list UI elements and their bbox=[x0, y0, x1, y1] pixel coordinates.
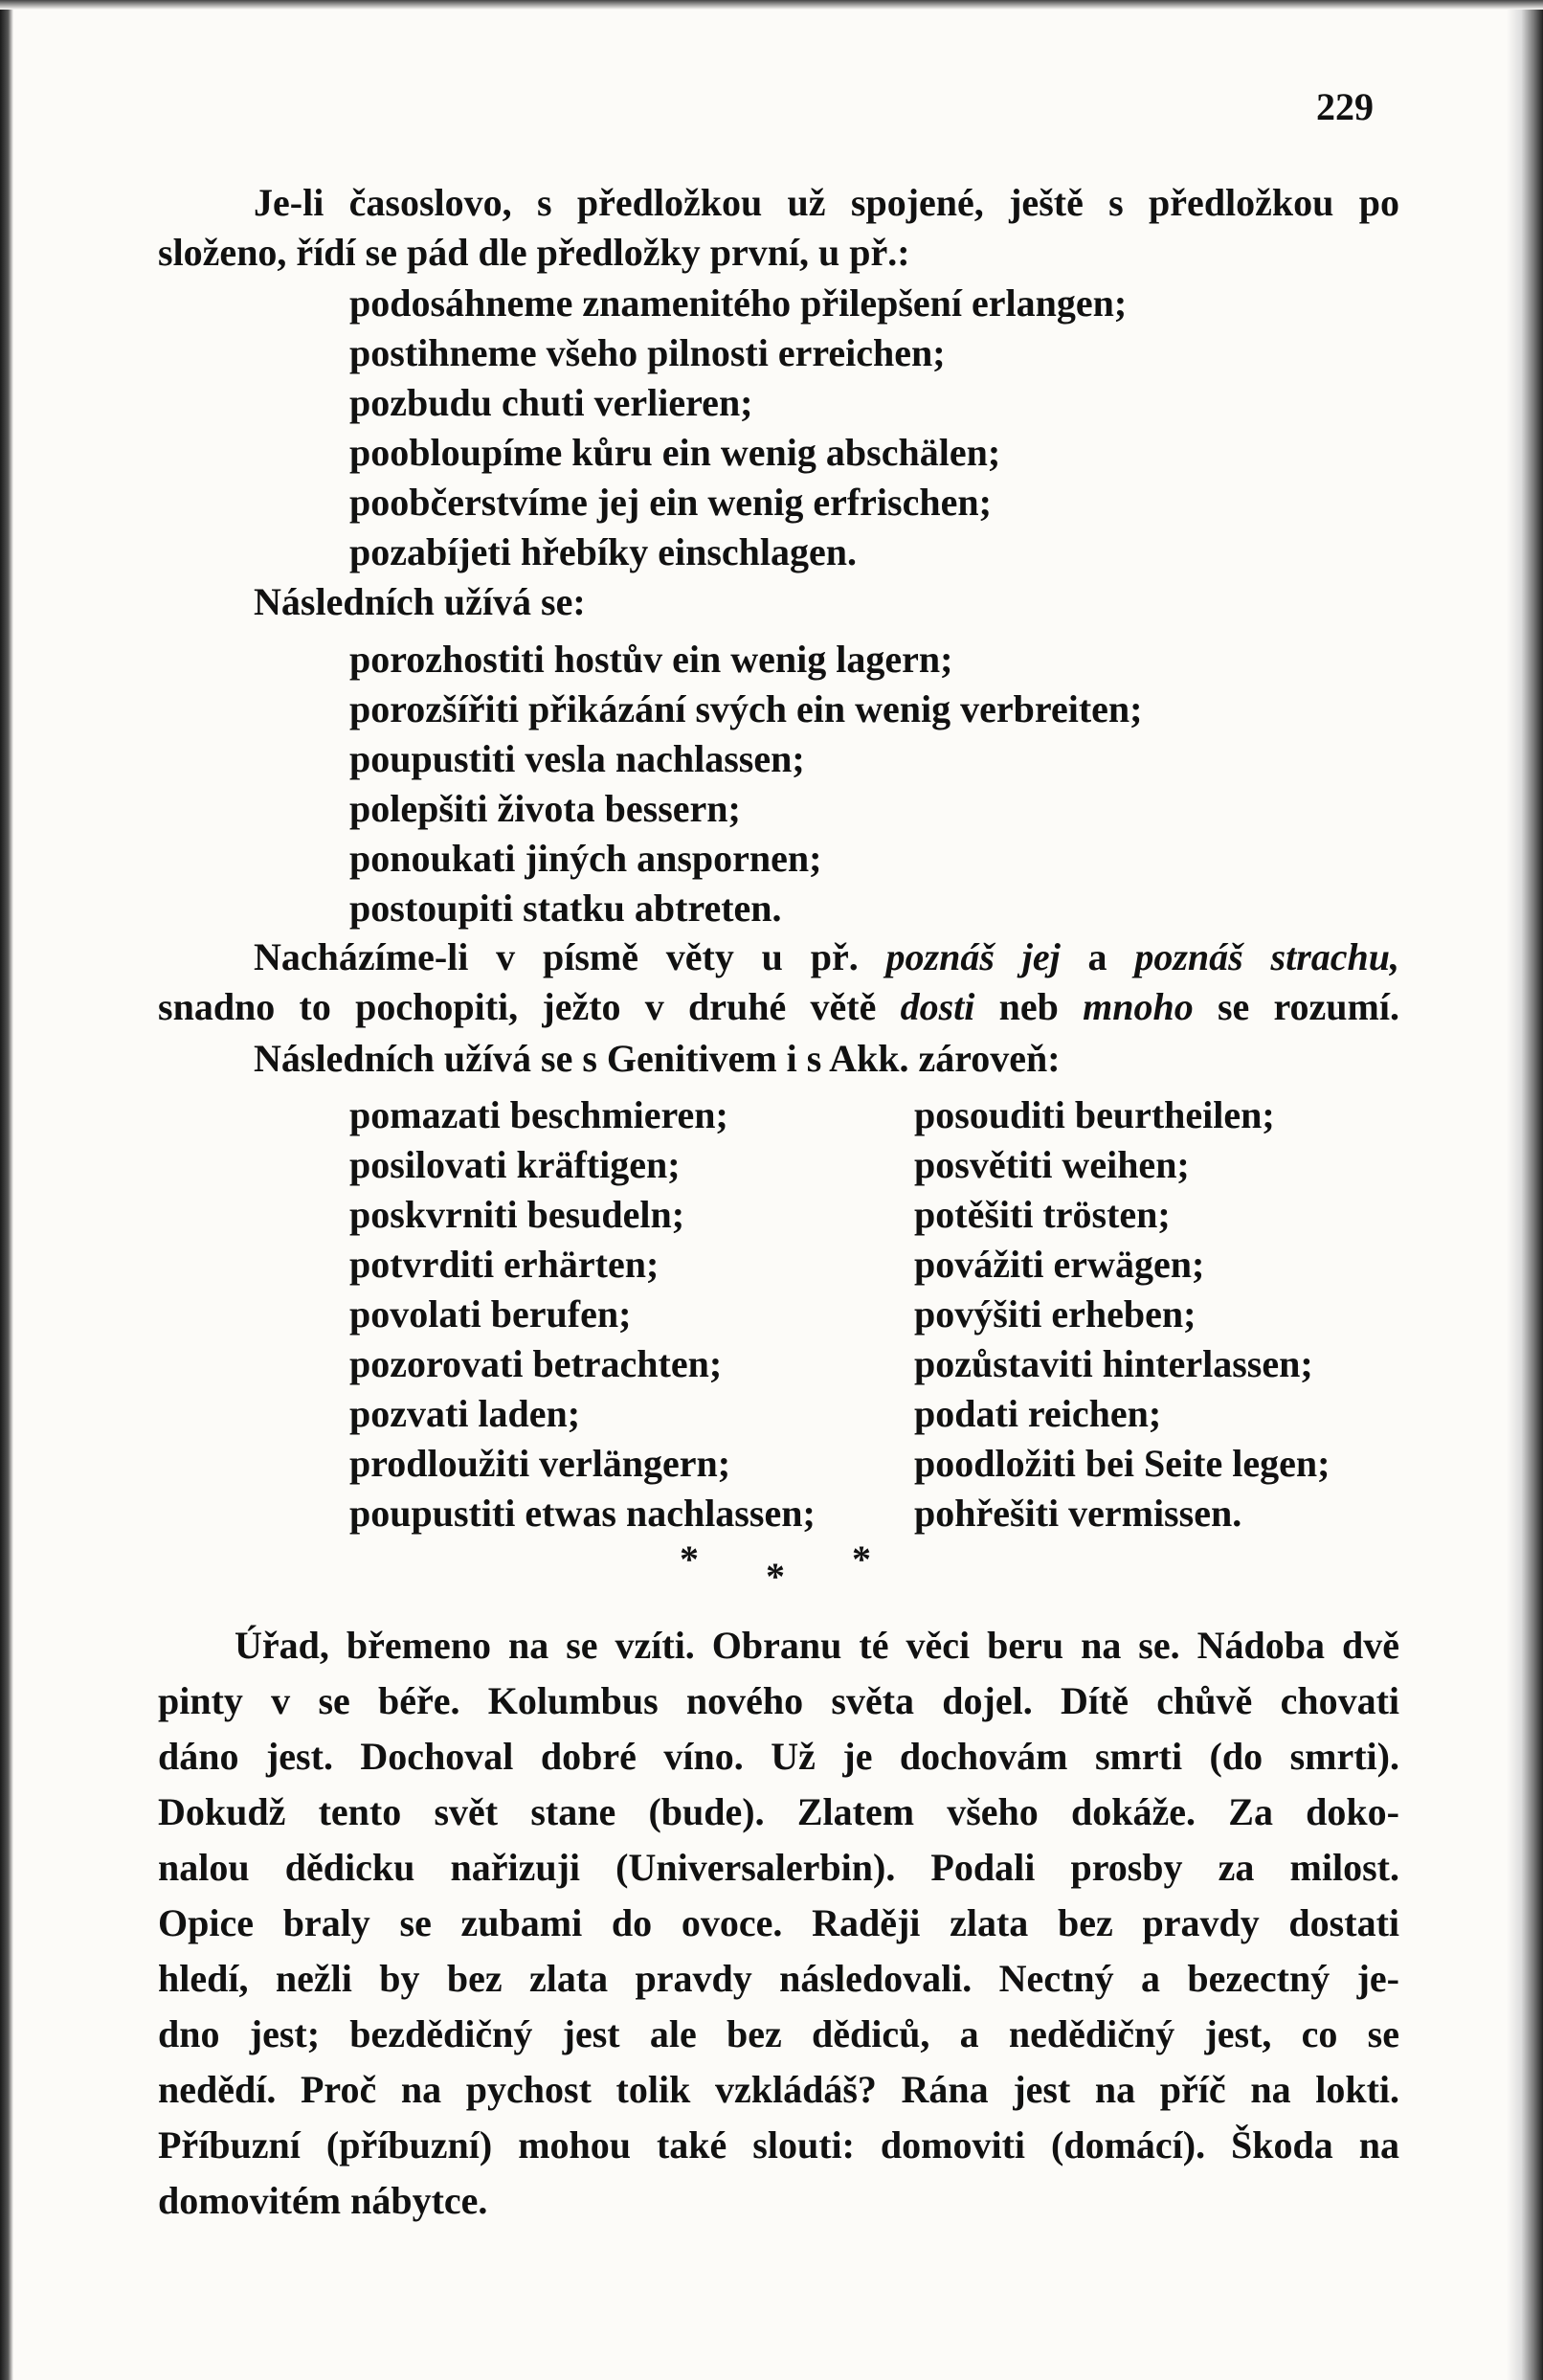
list-item-right: posvětiti weihen; bbox=[914, 1143, 1190, 1186]
section-separator bbox=[680, 1537, 871, 1598]
list-item: poobloupíme kůru ein wenig abschälen; bbox=[349, 431, 1001, 474]
list-item-left: posilovati kräftigen; bbox=[349, 1143, 681, 1186]
list-item-right: pozůstaviti hinterlassen; bbox=[914, 1342, 1313, 1385]
text-run: neb bbox=[974, 985, 1084, 1028]
star-glyph: * bbox=[680, 1538, 699, 1581]
list-item: porozšířiti přikázání svých ein wenig verbreiten; bbox=[349, 687, 1143, 730]
section-heading: Následních užívá se s Genitivem i s Akk. zároveň: bbox=[254, 1037, 1061, 1080]
star-glyph: * bbox=[852, 1538, 871, 1581]
list-item-right: poodložiti bei Seite legen; bbox=[914, 1442, 1331, 1485]
page-edge-top bbox=[0, 0, 1543, 10]
paragraph-line: domovitém nábytce. bbox=[158, 2179, 488, 2222]
list-item-right: potěšiti trösten; bbox=[914, 1193, 1171, 1236]
star-glyph: * bbox=[766, 1555, 785, 1598]
paragraph-line: složeno, řídí se pád dle předložky první, u př.: bbox=[158, 231, 910, 274]
list-item-right: povážiti erwägen; bbox=[914, 1243, 1205, 1286]
list-item-left: poskvrniti besudeln; bbox=[349, 1193, 685, 1236]
paragraph-line: pinty v se béře. Kolumbus nového světa dojel. Dítě chůvě chovati bbox=[158, 1679, 1399, 1722]
list-item: postihneme všeho pilnosti erreichen; bbox=[349, 331, 946, 374]
list-item-left: poupustiti etwas nachlassen; bbox=[349, 1492, 816, 1535]
paragraph-line: Dokudž tento svět stane (bude). Zlatem všeho dokáže. Za doko- bbox=[158, 1790, 1399, 1833]
italic-run: poznáš jej bbox=[885, 935, 1061, 978]
paragraph-line: Opice braly se zubami do ovoce. Raději zlata bez pravdy dostati bbox=[158, 1901, 1399, 1944]
list-item: ponoukati jiných anspornen; bbox=[349, 837, 822, 880]
list-item: porozhostiti hostův ein wenig lagern; bbox=[349, 638, 953, 681]
italic-run: poznáš strachu, bbox=[1134, 935, 1400, 978]
list-item: postoupiti statku abtreten. bbox=[349, 887, 782, 930]
page-edge-right bbox=[1507, 0, 1543, 2380]
list-item-left: prodloužiti verlängern; bbox=[349, 1442, 731, 1485]
list-item-right: povýšiti erheben; bbox=[914, 1292, 1196, 1336]
page-edge-left bbox=[0, 0, 13, 2380]
list-item-left: pomazati beschmieren; bbox=[349, 1093, 728, 1136]
list-item: podosáhneme znamenitého přilepšení erlangen; bbox=[349, 281, 1128, 325]
list-item: pozbudu chuti verlieren; bbox=[349, 381, 753, 424]
text-run: a bbox=[1060, 935, 1135, 978]
paragraph-line: dáno jest. Dochoval dobré víno. Už je dochovám smrti (do smrti). bbox=[158, 1735, 1399, 1778]
section-heading: Následních užívá se: bbox=[254, 580, 586, 623]
list-item-left: pozorovati betrachten; bbox=[349, 1342, 723, 1385]
paragraph-line: dno jest; bezdědičný jest ale bez dědiců, a nedědičný jest, co se bbox=[158, 2012, 1399, 2055]
list-item: polepšiti života bessern; bbox=[349, 787, 741, 830]
paragraph-line: nedědí. Proč na pychost tolik vzkládáš? Rána jest na příč na lokti. bbox=[158, 2068, 1399, 2111]
paragraph-line bbox=[254, 934, 1399, 980]
list-item-right: podati reichen; bbox=[914, 1392, 1162, 1435]
list-item-left: povolati berufen; bbox=[349, 1292, 632, 1336]
list-item: pozabíjeti hřebíky einschlagen. bbox=[349, 530, 858, 573]
list-item: poobčerstvíme jej ein wenig erfrischen; bbox=[349, 481, 992, 524]
italic-run: mnoho bbox=[1083, 985, 1194, 1028]
paragraph-line: Příbuzní (příbuzní) mohou také slouti: domoviti (domácí). Škoda na bbox=[158, 2123, 1399, 2167]
paragraph-line bbox=[158, 984, 1399, 1030]
paragraph-line: nalou dědicku nařizuji (Universalerbin). Podali prosby za milost. bbox=[158, 1846, 1399, 1889]
list-item-left: potvrditi erhärten; bbox=[349, 1243, 660, 1286]
list-item-right: pohřešiti vermissen. bbox=[914, 1492, 1242, 1535]
list-item-right: posouditi beurtheilen; bbox=[914, 1093, 1275, 1136]
list-item: poupustiti vesla nachlassen; bbox=[349, 737, 805, 780]
list-item-left: pozvati laden; bbox=[349, 1392, 581, 1435]
paragraph-line: hledí, nežli by bez zlata pravdy následovali. Nectný a bezectný je- bbox=[158, 1957, 1399, 2000]
paragraph-line: Je-li časoslovo, s předložkou už spojené, ještě s předložkou po bbox=[254, 181, 1399, 224]
italic-run: dosti bbox=[900, 985, 975, 1028]
text-run: se rozumí. bbox=[1193, 985, 1399, 1028]
text-run: snadno to pochopiti, ježto v druhé větě bbox=[158, 985, 901, 1028]
text-run: Nacházíme-li v písmě věty u př. bbox=[254, 935, 886, 978]
paragraph-line: Úřad, břemeno na se vzíti. Obranu té věci beru na se. Nádoba dvě bbox=[235, 1624, 1399, 1667]
page-number: 229 bbox=[1316, 85, 1374, 128]
